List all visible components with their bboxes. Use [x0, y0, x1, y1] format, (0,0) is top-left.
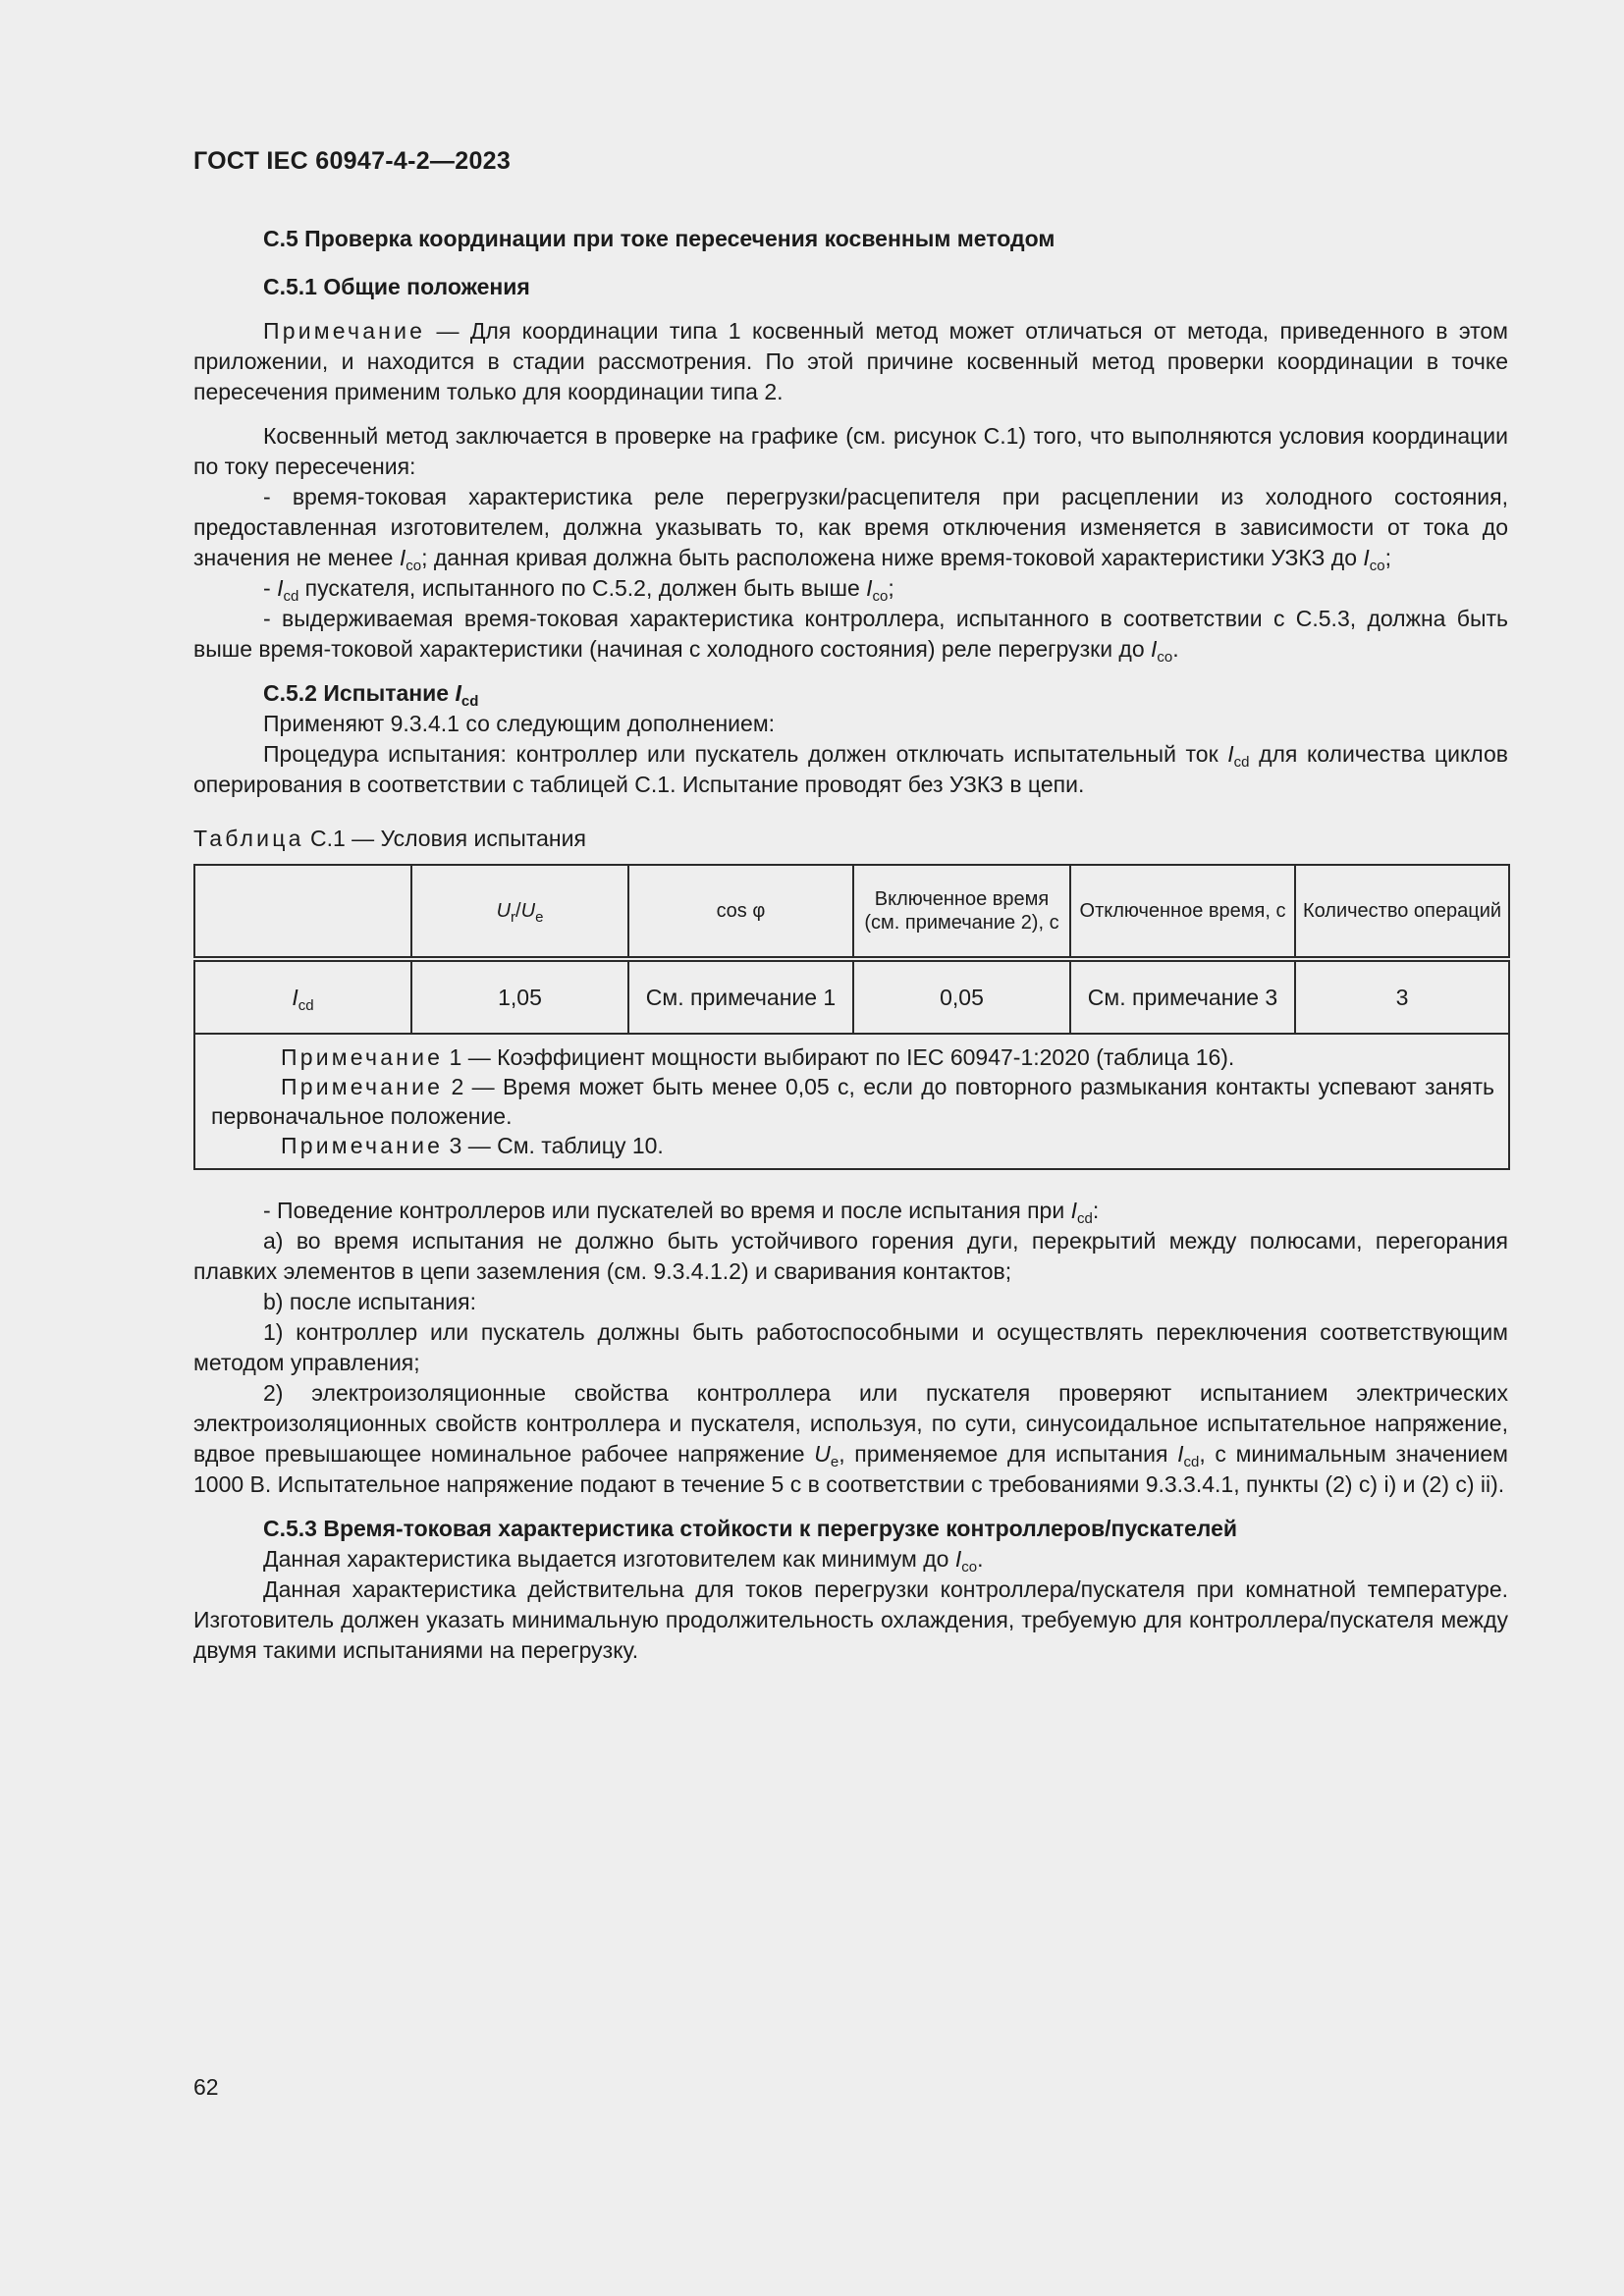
- table-row: [194, 959, 1509, 1034]
- behavior-intro: - Поведение контроллеров или пускателей во время и после испытания при $I_{cd}$:: [263, 1198, 1100, 1227]
- c51-list-item-2: - $I_{cd}$ пускателя, испытанного по С.5.2, должен быть выше $I_{co}$;: [263, 575, 894, 605]
- page-number: 62: [193, 2074, 219, 2100]
- table-cell-icd: $I_{cd}$: [194, 959, 411, 1034]
- table-header-off-time: Отключенное время, с: [1070, 865, 1295, 959]
- section-c52-title: С.5.2 Испытание $I_{cd}$: [263, 680, 479, 710]
- behavior-item-b2: 2) электроизоляционные свойства контроллера или пускателя проверяют испытанием электрических электроизоляционных свойств контроллера и пускателя, используя, по сути, синусоидальное испытательное напряжение, вдвое превышающее номинальное рабочее напряжение $U_e$, применяемое для испытания $I_{cd}$, с минимальным значением 1000 В. Испытательное напряжение подают в течение 5 с в соответствии с требованиями 9.3.3.4.1, пункты (2) c) i) и (2) c) ii).: [193, 1380, 1508, 1497]
- section-c5-title: С.5 Проверка координации при токе пересечения косвенным методом: [263, 226, 1056, 251]
- behavior-item-b: b) после испытания:: [263, 1289, 476, 1314]
- c51-list-item-1: - время-токовая характеристика реле перегрузки/расцепителя при расцеплении из холодного состояния, предоставленная изготовителем, должна указывать то, как время отключения изменяется в зависимости от тока до значения не менее $I_{co}$; данная кривая должна быть расположена ниже время-токовой характеристики УЗКЗ до $I_{co}$;: [193, 484, 1508, 574]
- table-cell-voltage-ratio: 1,05: [411, 959, 628, 1034]
- table-note-2: Примечание 2 — Время может быть менее 0,05 с, если до повторного размыкания контакты успевают занять первоначальное положение.: [211, 1074, 1494, 1129]
- table-header-cos-phi: cos φ: [628, 865, 853, 959]
- c52-paragraph-2: Процедура испытания: контроллер или пускатель должен отключать испытательный ток $I_{cd}$ для количества циклов оперирования в соответствии с таблицей С.1. Испытание проводят без УЗКЗ в цепи.: [193, 741, 1508, 797]
- table-note-1: Примечание 1 — Коэффициент мощности выбирают по IEC 60947-1:2020 (таблица 16).: [281, 1044, 1235, 1070]
- table-note-3: Примечание 3 — См. таблицу 10.: [281, 1133, 664, 1158]
- table-cell-operations: 3: [1295, 959, 1509, 1034]
- table-header-empty: [194, 865, 411, 959]
- table-caption: Таблица С.1 — Условия испытания: [193, 826, 586, 851]
- c53-paragraph-2: Данная характеристика действительна для токов перегрузки контроллера/пускателя при комнатной температуре. Изготовитель должен указать минимальную продолжительность охлаждения, требуемую для контроллера/пускателя между двумя такими испытаниями на перегрузку.: [193, 1576, 1508, 1663]
- table-cell-cos-phi: См. примечание 1: [628, 959, 853, 1034]
- c51-paragraph-1: Косвенный метод заключается в проверке на графике (см. рисунок С.1) того, что выполняются условия координации по току пересечения:: [193, 423, 1508, 479]
- test-conditions-table: [193, 864, 1510, 1170]
- table-cell-off-time: См. примечание 3: [1070, 959, 1295, 1034]
- behavior-item-a: a) во время испытания не должно быть устойчивого горения дуги, перекрытий между полюсами, перегорания плавких элементов в цепи заземления (см. 9.3.4.1.2) и сваривания контактов;: [193, 1228, 1508, 1284]
- behavior-item-b1: 1) контроллер или пускатель должны быть работоспособными и осуществлять переключения соответствующим методом управления;: [193, 1319, 1508, 1375]
- c51-note: Примечание — Для координации типа 1 косвенный метод может отличаться от метода, приведенного в этом приложении, и находится в стадии рассмотрения. По этой причине косвенный метод проверки координации в точке пересечения применим только для координации типа 2.: [193, 318, 1508, 404]
- section-c51-title: С.5.1 Общие положения: [263, 274, 530, 299]
- document-body: [193, 224, 1508, 1666]
- c51-list-item-3: - выдерживаемая время-токовая характеристика контроллера, испытанного в соответствии с С.5.3, должна быть выше время-токовой характеристики (начиная с холодного состояния) реле перегрузки до $I_{co}$.: [193, 606, 1508, 666]
- table-header-voltage-ratio: $U_r/U_e$: [411, 865, 628, 959]
- table-notes: [194, 1034, 1509, 1169]
- c52-paragraph-1: Применяют 9.3.4.1 со следующим дополнением:: [263, 711, 776, 736]
- section-c53-title: С.5.3 Время-токовая характеристика стойкости к перегрузке контроллеров/пускателей: [263, 1516, 1237, 1541]
- document-header: ГОСТ IEC 60947-4-2—2023: [193, 147, 512, 175]
- c53-paragraph-1: Данная характеристика выдается изготовителем как минимум до $I_{co}$.: [263, 1546, 984, 1575]
- table-header-operations: Количество операций: [1295, 865, 1509, 959]
- table-cell-on-time: 0,05: [853, 959, 1070, 1034]
- table-header-on-time: Включенное время (см. примечание 2), с: [853, 865, 1070, 959]
